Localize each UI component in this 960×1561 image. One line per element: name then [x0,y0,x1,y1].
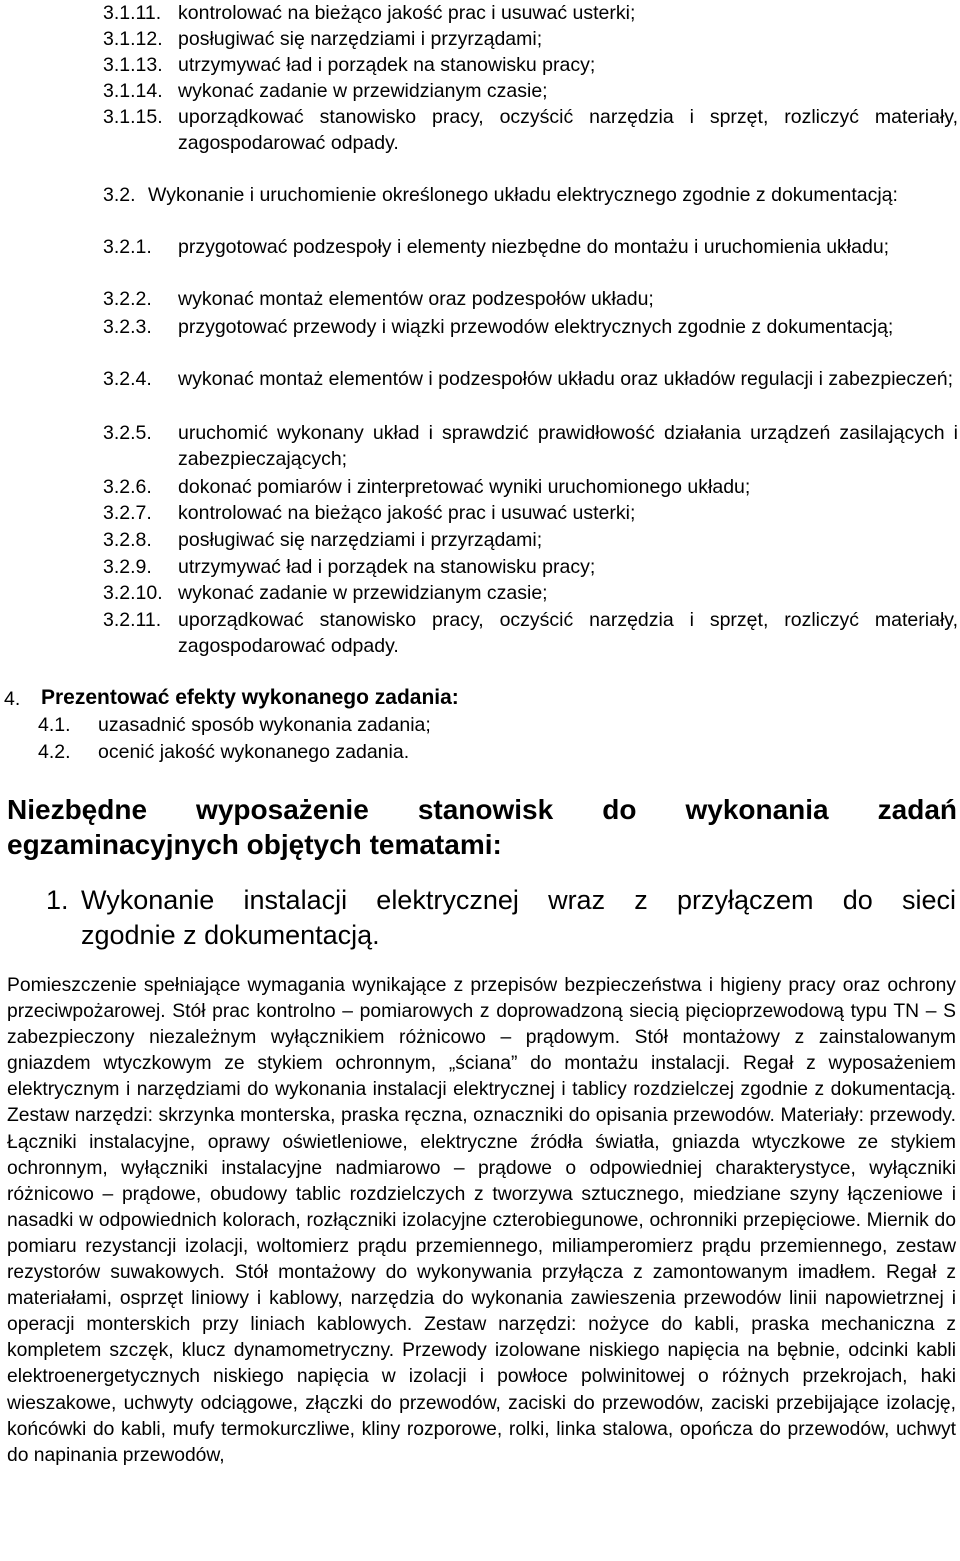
item-number: 3.2.2. [103,288,152,310]
item-text: utrzymywać ład i porządek na stanowisku pracy; [178,556,596,578]
section-number: 4. [4,688,21,710]
item-text: uporządkować stanowisko pracy, oczyścić narzędzia i sprzęt, rozliczyć materiały, zagospodarować odpady. [178,609,958,657]
item-number: 3.2.11. [103,609,162,631]
item-number: 3.2.3. [103,316,152,338]
heading-line-1: Niezbędne wyposażenie stanowisk do wykonania zadań [7,794,957,825]
equipment-paragraph: Pomieszczenie spełniające wymagania wynikające z przepisów bezpieczeństwa i higieny pracy oraz ochrony przeciwpożarowej. Stół prac kontrolno – pomiarowych z doprowadzoną siecią pięcioprzewodową typu TN – S zabezpieczony niezależnym wyłącznikiem różnicowo – prądowym. Stół montażowy z zainstalowanym gniazdem wtyczkowym ze stykiem ochronnym, „ściana” do montażu instalacji. Regał z wyposażeniem elektrycznym i narzędziami do wykonania instalacji elektrycznej i tablicy rozdzielczej zgodnie z dokumentacją. Zestaw narzędzi: skrzynka monterska, praska ręczna, oznaczniki do opisania przewodów. Materiały: przewody. Łączniki instalacyjne, oprawy oświetleniowe, elektryczne źródła światła, gniazda wtyczkowe ze stykiem ochronnym, wyłączniki instalacyjne nadmiarowo – prądowe o odpowiedniej charakterystyce, wyłączniki różnicowo – prądowe, obudowy tablic rozdzielczych z tworzywa sztucznego, miedziane szyny łączeniowe i nasadki w odpowiednich kolorach, rozłączniki izolacyjne czterobiegunowe, ochronniki przepięciowe. Miernik do pomiaru rezystancji izolacji, woltomierz prądu przemiennego, miliamperomierz prądu przemiennego, zestaw rezystorów suwakowych. Stół montażowy do wykonywania przyłącza z zamontowanym imadłem. Regał z materiałami, osprzęt liniowy i kablowy, narzędzia do wykonania zawieszenia przewodów linii napowietrznej i operacji monterskich przy liniach kablowych. Zestaw narzędzi: nożyce do kabli, praska mechaniczna z kompletem szczęk, klucz dynamometryczny. Przewody izolowane niskiego napięcia na bębnie, odcinki kabli elektroenergetycznych niskiego napięcia w izolacji i powłoce polwinitowej o różnych przekrojach, haki wieszakowe, uchwyty odciągowe, złączki do przewodów, zaciski do przewodów, zaciski przebijające izolację, końcówki do kabli, mufy termokurczliwe, kliny rozporowe, rolki, linka stalowa, opończa do przewodów, uchwyt do napinania przewodów, [7,975,956,1466]
topic-number: 1. [46,885,69,915]
item-text: posługiwać się narzędziami i przyrządami; [178,529,543,551]
item-text: przygotować przewody i wiązki przewodów elektrycznych zgodnie z dokumentacją; [178,316,894,338]
item-number: 3.2.8. [103,529,152,551]
item-text: posługiwać się narzędziami i przyrządami; [178,28,543,50]
item-number: 3.2.6. [103,476,152,498]
item-number: 4.1. [38,714,71,736]
item-number: 4.2. [38,741,71,763]
section-title: Prezentować efekty wykonanego zadania: [41,686,459,709]
item-text: uruchomić wykonany układ i sprawdzić prawidłowość działania urządzeń zasilających i zabezpieczających; [178,422,958,470]
item-text: wykonać zadanie w przewidzianym czasie; [178,80,548,102]
topic-line-1: Wykonanie instalacji elektrycznej wraz z przyłączem do sieci [81,885,956,915]
item-text: uzasadnić sposób wykonania zadania; [98,714,431,736]
item-text: dokonać pomiarów i zinterpretować wyniki uruchomionego układu; [178,476,751,498]
section-number: 3.2. [103,184,136,206]
item-number: 3.2.4. [103,368,152,390]
heading-line-2: egzaminacyjnych objętych tematami: [7,829,502,860]
item-number: 3.2.7. [103,502,152,524]
item-text: wykonać montaż elementów oraz podzespołów układu; [178,288,654,310]
item-number: 3.2.1. [103,236,152,258]
topic-line-2: zgodnie z dokumentacją. [81,920,380,950]
equipment-heading [7,792,957,862]
item-number: 3.1.14. [103,80,163,102]
item-number: 3.1.13. [103,54,163,76]
item-text: przygotować podzespoły i elementy niezbędne do montażu i uruchomienia układu; [178,236,890,258]
item-text: uporządkować stanowisko pracy, oczyścić narzędzia i sprzęt, rozliczyć materiały, zagospodarować odpady. [178,106,958,154]
item-number: 3.2.9. [103,556,152,578]
section-title: Wykonanie i uruchomienie określonego układu elektrycznego zgodnie z dokumentacją: [148,184,898,206]
item-text: utrzymywać ład i porządek na stanowisku pracy; [178,54,596,76]
topic-title [81,883,956,953]
item-number: 3.1.11. [103,2,162,24]
item-text: ocenić jakość wykonanego zadania. [98,741,410,763]
item-number: 3.2.10. [103,582,163,604]
item-text: kontrolować na bieżąco jakość prac i usuwać usterki; [178,502,636,524]
item-number: 3.1.15. [103,106,163,128]
item-number: 3.1.12. [103,28,163,50]
item-text: wykonać zadanie w przewidzianym czasie; [178,582,548,604]
item-number: 3.2.5. [103,422,152,444]
item-text: wykonać montaż elementów i podzespołów układu oraz układów regulacji i zabezpieczeń; [178,368,954,390]
item-text: kontrolować na bieżąco jakość prac i usuwać usterki; [178,2,636,24]
